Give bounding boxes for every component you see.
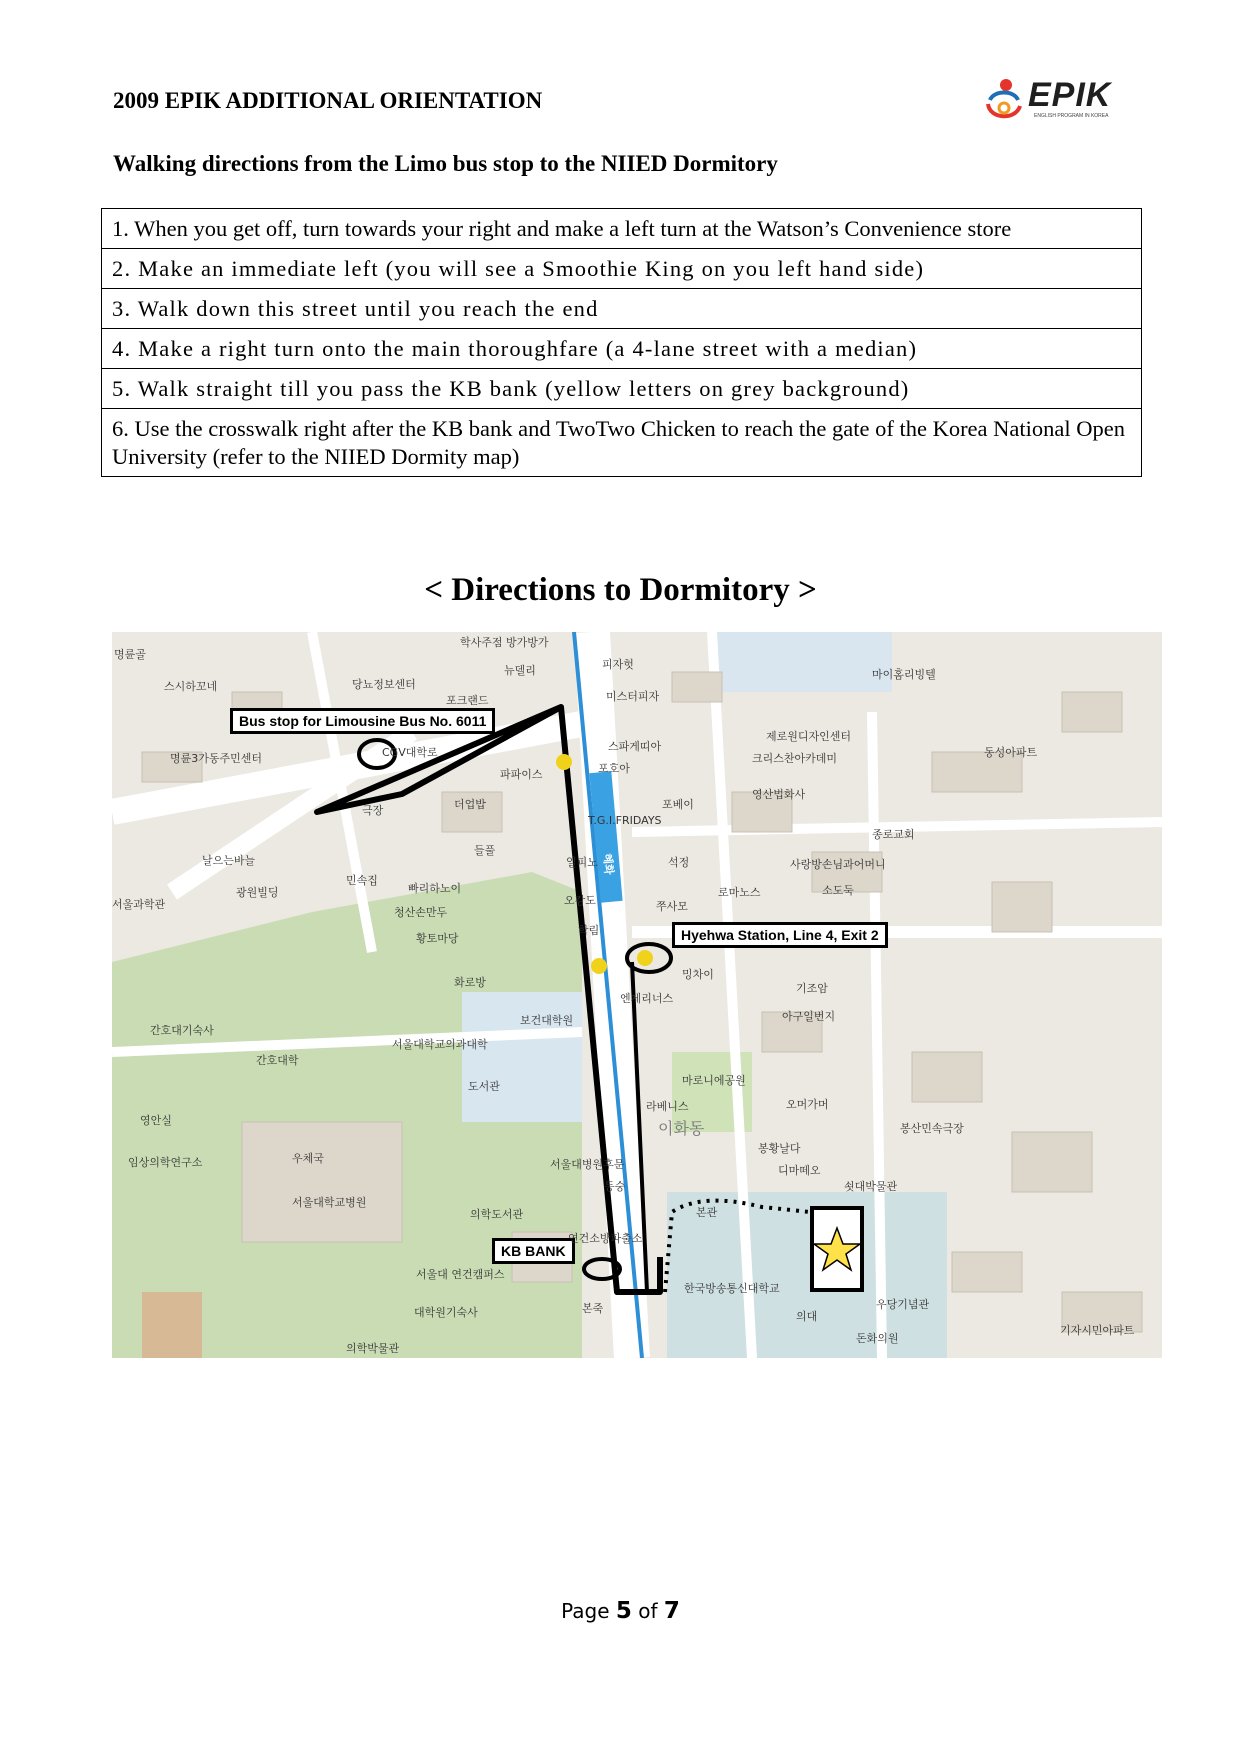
map-label: 의대 [796, 1310, 818, 1323]
map-label: 돈화의원 [856, 1332, 899, 1345]
map-label: 로마노스 [718, 886, 761, 899]
map-label: 밍차이 [682, 968, 714, 981]
table-row [102, 289, 1142, 329]
map-label: 동성아파트 [984, 746, 1038, 759]
map-label: 더업밥 [454, 798, 486, 811]
map-label: 의학박물관 [346, 1342, 400, 1355]
map-label: 마로니에공원 [682, 1074, 746, 1087]
map-label: 뉴델리 [504, 664, 536, 677]
map-label: 스시하꼬네 [164, 680, 218, 693]
map-label: 이화동 [658, 1119, 705, 1138]
map-label: 오감도 [564, 894, 596, 907]
map-title: < Directions to Dormitory > [424, 572, 817, 608]
map-label: 임상의학연구소 [128, 1156, 203, 1169]
map-label: 석정 [668, 856, 690, 869]
map-label: 연건소방파출소 [568, 1232, 643, 1245]
map-label: 파파이스 [500, 768, 543, 781]
map-label: 피자헛 [602, 658, 634, 671]
map-label: 본관 [696, 1206, 718, 1219]
table-row [102, 329, 1142, 369]
map-label: 아구일번지 [782, 1010, 836, 1023]
map-label: 의학도서관 [470, 1208, 524, 1221]
map-label: 소도둑 [822, 884, 854, 897]
step-cell: 5. Walk straight till you pass the KB bank (yellow letters on grey background) [102, 369, 1142, 409]
map-label: 빠리하노이 [408, 882, 462, 895]
bus-stop-callout: Bus stop for Limousine Bus No. 6011 [230, 708, 495, 734]
station-callout: Hyehwa Station, Line 4, Exit 2 [672, 922, 888, 948]
map-label: 포크랜드 [446, 694, 489, 707]
map-label: 민속집 [346, 874, 378, 887]
map-label: 봉산민속극장 [900, 1122, 964, 1135]
map-label: 종로교회 [872, 828, 915, 841]
map-label: 한국방송통신대학교 [684, 1282, 780, 1295]
map-label: 대학원기숙사 [414, 1306, 478, 1319]
map-label: 포베이 [662, 798, 694, 811]
page-header-title: 2009 EPIK ADDITIONAL ORIENTATION [113, 88, 543, 113]
map-label: 학림 [578, 924, 600, 937]
step-cell: 3. Walk down this street until you reach the end [102, 289, 1142, 329]
map-label: 서울대병원후문 [550, 1158, 625, 1171]
map-label: 스파게띠아 [608, 740, 662, 753]
table-row [102, 369, 1142, 409]
map-label: 라베니스 [646, 1100, 689, 1113]
map-label: 들풀 [474, 844, 496, 857]
table-row [102, 249, 1142, 289]
map-label: 광원빌딩 [236, 886, 279, 899]
map-label: 혜화 [600, 852, 616, 876]
directions-table [101, 208, 1142, 477]
map-label: 화로방 [454, 976, 486, 989]
step-cell: 6. Use the crosswalk right after the KB bank and TwoTwo Chicken to reach the gate of the Korea National Open University (refer to the NIIED Dormity map) [102, 409, 1142, 477]
map-label: 본죽 [582, 1302, 604, 1315]
section-subtitle: Walking directions from the Limo bus stop to the NIIED Dormitory [113, 151, 778, 176]
map-label: 마이홈리빙텔 [872, 668, 936, 681]
map-label: 미스터피자 [606, 690, 660, 703]
map-label: 청산손만두 [394, 906, 448, 919]
map-label: 서울대 연건캠퍼스 [416, 1268, 505, 1281]
map-label: CGV대학로 [382, 746, 438, 759]
map-label: 일피노 [566, 856, 598, 869]
map-label: 극장 [362, 804, 384, 817]
map-label: 디마떼오 [778, 1164, 821, 1177]
map-label: 보건대학원 [520, 1014, 574, 1027]
page-of-label: of [638, 1599, 658, 1623]
map-label: 쭈사모 [656, 900, 688, 913]
map-label: 도서관 [468, 1080, 500, 1093]
map-label: 사랑방손님과어머니 [790, 858, 886, 871]
map-label: 엔제리너스 [620, 992, 674, 1005]
map-label: 명륜골 [114, 648, 146, 661]
map-label: 쇳대박물관 [844, 1180, 898, 1193]
page-label: Page [561, 1599, 610, 1623]
step-cell: 1. When you get off, turn towards your right and make a left turn at the Watson’s Convenience store [102, 209, 1142, 249]
map-label: 봉황날다 [758, 1142, 801, 1155]
map-label: 서울과학관 [112, 898, 166, 911]
map-label: 황토마당 [416, 932, 459, 945]
table-row [102, 409, 1142, 477]
map-label: 영안실 [140, 1114, 172, 1127]
page-footer [0, 1598, 1241, 1624]
map-label: 포호아 [598, 762, 630, 775]
map-label: 학사주점 방가방가 [460, 636, 549, 649]
page-current: 5 [615, 1598, 632, 1624]
map-label: 동숭 [604, 1180, 626, 1193]
map-label: 기조암 [796, 982, 828, 995]
map-label: 날으는바늘 [202, 854, 256, 867]
map-label: 간호대기숙사 [150, 1024, 214, 1037]
map-label: 당뇨정보센터 [352, 678, 416, 691]
map-label: 우당기념관 [876, 1298, 930, 1311]
logo-word: EPIK [1028, 76, 1112, 114]
logo-figure-icon [980, 76, 1028, 122]
step-cell: 2. Make an immediate left (you will see a Smoothie King on you left hand side) [102, 249, 1142, 289]
page-total: 7 [663, 1598, 680, 1624]
logo-tagline: ENGLISH PROGRAM IN KOREA [1034, 113, 1109, 119]
map-label: 기자시민아파트 [1060, 1324, 1135, 1337]
kb-bank-callout: KB BANK [492, 1238, 575, 1264]
map-label: T.G.I.FRIDAYS [588, 814, 662, 827]
map-label: 간호대학 [256, 1054, 299, 1067]
step-cell: 4. Make a right turn onto the main thoroughfare (a 4-lane street with a median) [102, 329, 1142, 369]
map-label: 명륜3가동주민센터 [170, 752, 263, 765]
directions-map [112, 632, 1162, 1358]
map-label: 서울대학교의과대학 [392, 1038, 488, 1051]
map-label: 서울대학교병원 [292, 1196, 367, 1209]
epik-logo [980, 76, 1130, 124]
map-label: 우체국 [292, 1152, 324, 1165]
table-row [102, 209, 1142, 249]
map-label: 영산법화사 [752, 788, 806, 801]
map-label: 오머가머 [786, 1098, 829, 1111]
map-label: 제로원디자인센터 [766, 730, 852, 743]
map-label: 크리스찬아카데미 [752, 752, 838, 765]
